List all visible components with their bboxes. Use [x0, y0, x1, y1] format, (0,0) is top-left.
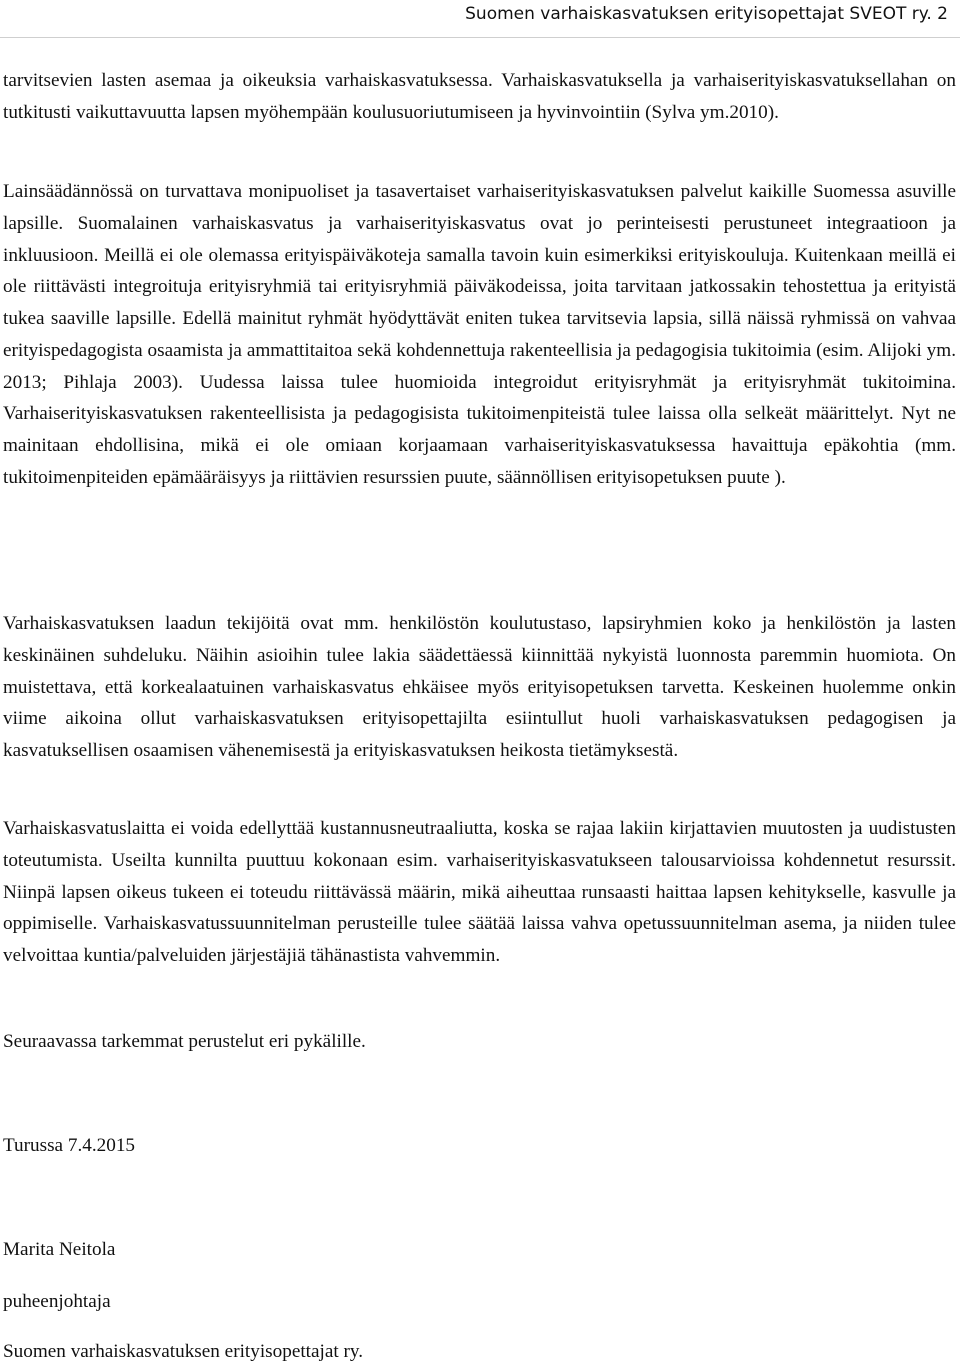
paragraph: Varhaiskasvatuslaitta ei voida edellyttää kustannusneutraaliutta, koska se rajaa lakiin kirjattavien muutosten ja uudistusten toteutumista. Useilta kunnilta puuttuu kokonaan esim. varhaiserityiskasvatukseen talousarvioissa kohdennetut resurssit. Niinpä lapsen oikeus tukeen ei toteudu riittävässä määrin, mikä aiheuttaa runsaasti haittaa lapsen kehitykselle, kasvulle ja oppimiselle. Varhaiskasvatussuunnitelman perusteille tulee säätää laissa vahva opetussuunnitelman asema, ja niiden tulee velvoittaa kuntia/palveluiden järjestäjiä tähänastista vahvemmin.	[3, 818, 956, 966]
signatory-organization: Suomen varhaiskasvatuksen erityisopettajat ry.	[3, 1341, 364, 1362]
date-line: Turussa 7.4.2015	[3, 1135, 136, 1156]
signatory-role: puheenjohtaja	[3, 1291, 111, 1312]
page-header: Suomen varhaiskasvatuksen erityisopettajat SVEOT ry. 2	[465, 4, 948, 24]
paragraph: Lainsäädännössä on turvattava monipuoliset ja tasavertaiset varhaiserityiskasvatuksen palvelut kaikille Suomessa asuville lapsille. Suomalainen varhaiskasvatus ja varhaiserityiskasvatus ovat jo perinteisesti perustuneet integraatioon ja inkluusioon. Meillä ei ole olemassa erityispäiväkoteja samalla tavoin kuin esimerkiksi erityiskouluja. Kuitenkaan meillä ei ole riittävästi integroituja erityisryhmiä tai erityisryhmiä päiväkodeissa, joita tarvitaan jatkossakin tehostettua ja erityistä tukea saaville lapsille. Edellä mainitut ryhmät hyödyttävät eniten tukea tarvitsevia lapsia, sillä näissä ryhmissä on vahvaa erityispedagogista osaamista ja ammattitaitoa sekä kohdennettuja rakenteellisia ja pedagogisia tukitoimia (esim. Alijoki ym. 2013; Pihlaja 2003). Uudessa laissa tulee huomioida integroidut erityisryhmät ja erityisryhmät tukitoimina. Varhaiserityiskasvatuksen rakenteellisista ja pedagogisista tukitoimenpiteistä tulee laissa olla selkeät määrittelyt. Nyt ne mainitaan ehdollisina, mikä ei ole omiaan korjaamaan varhaiserityiskasvatuksessa havaittuja epäkohtia (mm. tukitoimenpiteiden epämääräisyys ja riittävien resurssien puute, säännöllisen erityisopetuksen puute ).	[3, 181, 956, 488]
paragraph: Seuraavassa tarkemmat perustelut eri pykälille.	[3, 1031, 366, 1052]
signatory-name: Marita Neitola	[3, 1239, 116, 1260]
paragraph: Varhaiskasvatuksen laadun tekijöitä ovat mm. henkilöstön koulutustaso, lapsiryhmien koko ja henkilöstön ja lasten keskinäinen suhdeluku. Näihin asioihin tulee lakia säädettäessä kiinnittää nykyistä luonnosta paremmin huomiota. On muistettava, että korkealaatuinen varhaiskasvatus ehkäisee myös erityisopetuksen tarvetta. Keskeinen huolemme onkin viime aikoina ollut varhaiskasvatuksen erityisopettajilta esiintullut huoli varhaiskasvatuksen pedagogisen ja kasvatuksellisen osaamisen vähenemisestä ja erityiskasvatuksen heikosta tietämyksestä.	[3, 613, 956, 761]
header-divider	[0, 37, 960, 38]
paragraph: tarvitsevien lasten asemaa ja oikeuksia varhaiskasvatuksessa. Varhaiskasvatuksella ja varhaiserityiskasvatuksellahan on tutkitusti vaikuttavuutta lapsen myöhempään koulusuoriutumiseen ja hyvinvointiin (Sylva ym.2010).	[3, 70, 956, 123]
